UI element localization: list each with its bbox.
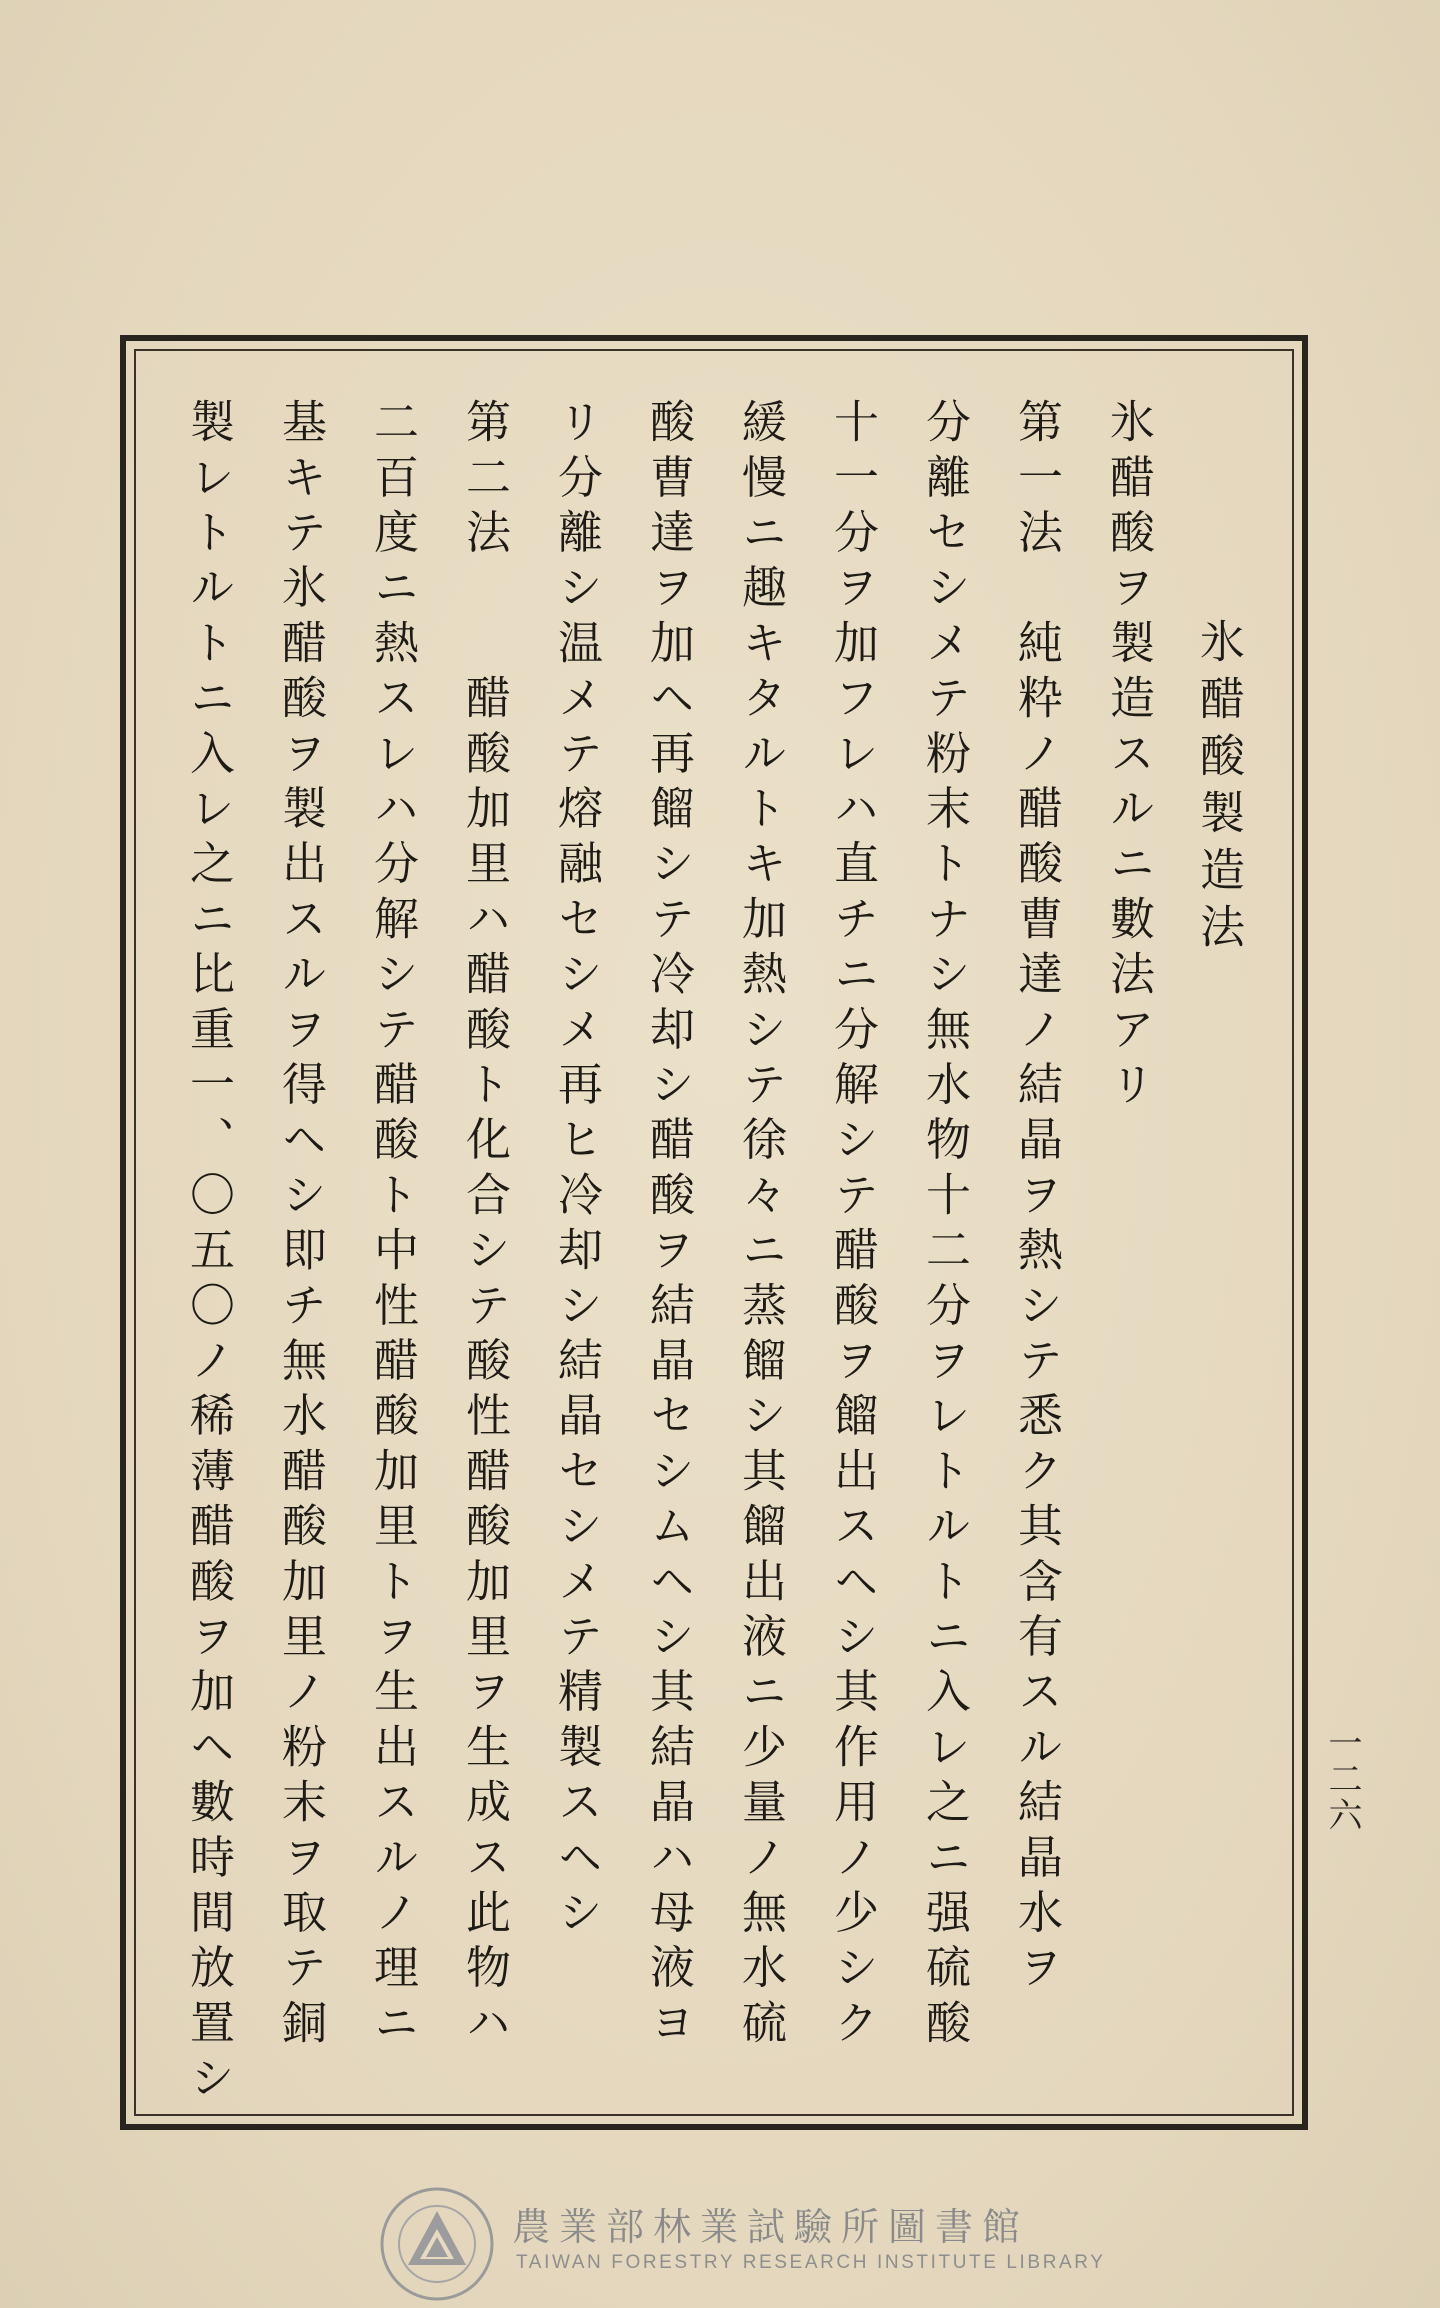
- library-name-english: TAIWAN FORESTRY RESEARCH INSTITUTE LIBRARY: [516, 2252, 1106, 2273]
- text-column-4: 十一分ヲ加フレハ直チニ分解シテ醋酸ヲ餾出スヘシ其作用ノ少シク: [826, 398, 879, 2054]
- library-seal-icon: [378, 2185, 496, 2303]
- text-column-2: 第一法 純粋ノ醋酸曹達ノ結晶ヲ熱シテ悉ク其含有スル結晶水ヲ: [1010, 398, 1063, 1999]
- text-column-8: 第二法 醋酸加里ハ醋酸ト化合シテ酸性醋酸加里ヲ生成ス此物ハ: [458, 398, 511, 2054]
- section-title: 氷醋酸製造法: [1192, 618, 1245, 960]
- text-column-5: 緩慢ニ趣キタルトキ加熱シテ徐々ニ蒸餾シ其餾出液ニ少量ノ無水硫: [734, 398, 787, 2054]
- page-number: 一二六: [1322, 1725, 1362, 1833]
- text-column-11: 製レトルトニ入レ之ニ比重一、〇五〇ノ稀薄醋酸ヲ加ヘ數時間放置シ: [182, 398, 235, 2110]
- text-column-6: 酸曹達ヲ加ヘ再餾シテ冷却シ醋酸ヲ結晶セシムヘシ其結晶ハ母液ヨ: [642, 398, 695, 2054]
- text-column-3: 分離セシメテ粉末トナシ無水物十二分ヲレトルトニ入レ之ニ强硫酸: [918, 398, 971, 2054]
- text-column-10: 基キテ氷醋酸ヲ製出スルヲ得ヘシ即チ無水醋酸加里ノ粉末ヲ取テ銅: [274, 398, 327, 2054]
- text-column-7: リ分離シ温メテ熔融セシメ再ヒ冷却シ結晶セシメテ精製スヘシ: [550, 398, 603, 1944]
- text-column-9: 二百度ニ熱スレハ分解シテ醋酸ト中性醋酸加里トヲ生出スルノ理ニ: [366, 398, 419, 2054]
- text-column-1: 氷醋酸ヲ製造スルニ數法アリ: [1102, 398, 1155, 1116]
- library-name-chinese: 農業部林業試驗所圖書館: [512, 2205, 1030, 2249]
